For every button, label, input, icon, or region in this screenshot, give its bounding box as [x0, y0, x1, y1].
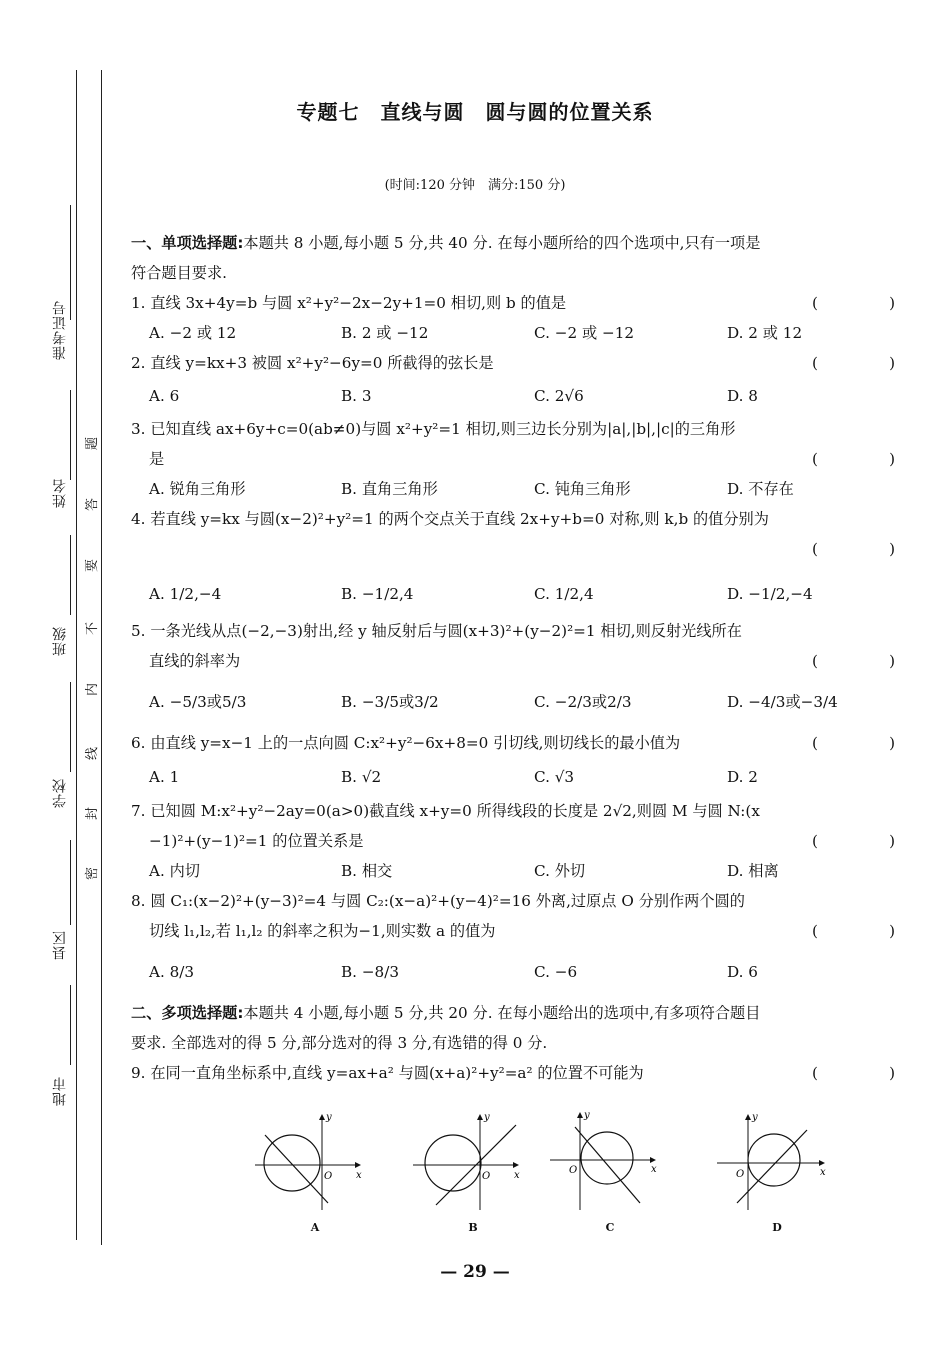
figure-c[interactable]: [545, 1105, 675, 1245]
option-b[interactable]: B. −8/3: [341, 963, 399, 981]
option-a[interactable]: A. 1: [149, 768, 180, 786]
options-5: [131, 676, 923, 728]
question-6: [131, 728, 923, 758]
option-c[interactable]: C. −2/3或2/3: [534, 693, 632, 711]
figure-caption: B: [468, 1221, 478, 1234]
answer-bracket[interactable]: ( ): [811, 294, 923, 312]
coordinate-diagram: [545, 1105, 675, 1225]
svg-text:x: x: [820, 1167, 826, 1178]
svg-text:x: x: [651, 1164, 657, 1175]
option-d[interactable]: D. 不存在: [727, 480, 794, 498]
figure-caption: A: [310, 1221, 320, 1234]
question-4: 4. 若直线 y=kx 与圆(x−2)²+y²=1 的两个交点关于直线 2x+y+b=0 对称,则 k,b 的值分别为: [131, 510, 769, 528]
option-b[interactable]: B. 相交: [341, 862, 393, 880]
option-b[interactable]: B. √2: [341, 768, 382, 786]
options-3: [131, 474, 923, 504]
svg-text:O: O: [569, 1165, 578, 1176]
options-6: [131, 758, 923, 796]
option-c[interactable]: C. √3: [534, 768, 575, 786]
question-stem: 6. 由直线 y=x−1 上的一点向圆 C:x²+y²−6x+8=0 引切线,则切线长的最小值为: [131, 734, 681, 752]
figure-d[interactable]: [712, 1105, 842, 1245]
option-b[interactable]: B. 直角三角形: [341, 480, 438, 498]
options-2: [131, 378, 923, 414]
seal-char: 密: [85, 866, 101, 881]
question-2: [131, 348, 923, 378]
answer-bracket[interactable]: ( ): [811, 540, 923, 558]
section-desc-cont: 符合题目要求.: [131, 264, 227, 282]
option-d[interactable]: D. 8: [727, 387, 758, 405]
figure-b[interactable]: [408, 1105, 538, 1245]
question-4-cont: [131, 534, 923, 564]
question-stem: 直线的斜率为: [149, 652, 241, 670]
option-d[interactable]: D. 2 或 12: [727, 324, 803, 342]
options-7: [131, 856, 923, 886]
section-1-header: [131, 228, 923, 258]
option-b[interactable]: B. 2 或 −12: [341, 324, 429, 342]
option-c[interactable]: C. 钝角三角形: [534, 480, 631, 498]
coordinate-diagram: [712, 1105, 842, 1225]
answer-bracket[interactable]: ( ): [811, 922, 923, 940]
margin-line-outer: [76, 70, 77, 1240]
option-b[interactable]: B. −3/5或3/2: [341, 693, 439, 711]
options-1: [131, 318, 923, 348]
answer-bracket[interactable]: ( ): [811, 354, 923, 372]
svg-text:y: y: [484, 1112, 490, 1123]
option-d[interactable]: D. 相离: [727, 862, 779, 880]
svg-text:x: x: [514, 1170, 520, 1181]
option-a[interactable]: A. −2 或 12: [149, 324, 237, 342]
question-list: [131, 228, 923, 1088]
margin-line-inner: [101, 70, 102, 1245]
question-9: [131, 1058, 923, 1088]
option-c[interactable]: C. 2√6: [534, 387, 584, 405]
option-d[interactable]: D. 2: [727, 768, 758, 786]
blank-line: [70, 535, 71, 615]
question-stem: 9. 在同一直角坐标系中,直线 y=ax+a² 与圆(x+a)²+y²=a² 的位置不可能为: [131, 1064, 644, 1082]
question-stem: 是: [149, 450, 165, 468]
label-city: 地市: [52, 1076, 68, 1106]
question-7-cont: [131, 826, 923, 856]
blank-line: [70, 985, 71, 1065]
coordinate-diagram: [250, 1105, 380, 1225]
seal-char: 内: [85, 682, 101, 697]
option-a[interactable]: A. −5/3或5/3: [149, 693, 247, 711]
section-2-header: [131, 998, 923, 1028]
answer-bracket[interactable]: ( ): [811, 450, 923, 468]
option-d[interactable]: D. 6: [727, 963, 758, 981]
svg-text:y: y: [326, 1112, 332, 1123]
page-title: 专题七 直线与圆 圆与圆的位置关系: [296, 100, 654, 124]
seal-char: 封: [85, 806, 101, 821]
seal-char: 不: [85, 621, 101, 636]
svg-text:O: O: [736, 1169, 745, 1180]
question-stem: 1. 直线 3x+4y=b 与圆 x²+y²−2x−2y+1=0 相切,则 b 的值是: [131, 294, 567, 312]
question-stem: 切线 l₁,l₂,若 l₁,l₂ 的斜率之积为−1,则实数 a 的值为: [149, 922, 496, 940]
question-stem: −1)²+(y−1)²=1 的位置关系是: [149, 832, 364, 850]
seal-char: 要: [85, 558, 101, 573]
options-4: [131, 564, 923, 616]
label-school: 学校: [52, 778, 68, 808]
section-heading: 一、单项选择题:: [131, 234, 244, 252]
question-3: 3. 已知直线 ax+6y+c=0(ab≠0)与圆 x²+y²=1 相切,则三边长分别为|a|,|b|,|c|的三角形: [131, 420, 736, 438]
exam-time-score: (时间:120 分钟 满分:150 分): [384, 178, 566, 193]
seal-char: 线: [85, 746, 101, 761]
option-c[interactable]: C. −6: [534, 963, 578, 981]
svg-text:x: x: [356, 1170, 362, 1181]
svg-text:y: y: [752, 1112, 758, 1123]
blank-line: [70, 840, 71, 925]
blank-line: [70, 682, 71, 772]
figure-a[interactable]: [250, 1105, 380, 1245]
svg-text:O: O: [482, 1171, 491, 1182]
answer-bracket[interactable]: ( ): [811, 652, 923, 670]
question-5-cont: [131, 646, 923, 676]
section-desc: 本题共 8 小题,每小题 5 分,共 40 分. 在每小题所给的四个选项中,只有一项是: [243, 234, 761, 252]
option-c[interactable]: C. 外切: [534, 862, 586, 880]
question-8-cont: [131, 916, 923, 946]
svg-text:y: y: [584, 1110, 590, 1121]
figure-caption: D: [772, 1221, 782, 1234]
option-a[interactable]: A. 内切: [149, 862, 200, 880]
label-name: 姓名: [52, 478, 68, 508]
question-5: 5. 一条光线从点(−2,−3)射出,经 y 轴反射后与圆(x+3)²+(y−2)²=1 相切,则反射光线所在: [131, 622, 742, 640]
answer-bracket[interactable]: ( ): [811, 832, 923, 850]
section-heading: 二、多项选择题:: [131, 1004, 244, 1022]
answer-bracket[interactable]: ( ): [811, 1064, 923, 1082]
page-number: — 29 —: [440, 1262, 510, 1282]
option-a[interactable]: A. 1/2,−4: [149, 585, 222, 603]
q9-figures: [0, 1105, 950, 1245]
svg-text:O: O: [324, 1171, 333, 1182]
coordinate-diagram: [408, 1105, 538, 1225]
figure-caption: C: [605, 1221, 615, 1234]
question-3-cont: [131, 444, 923, 474]
label-class: 班级: [52, 626, 68, 656]
option-a[interactable]: A. 8/3: [149, 963, 195, 981]
option-c[interactable]: C. 1/2,4: [534, 585, 594, 603]
label-exam-id: 准考证号: [52, 300, 68, 360]
options-8: [131, 946, 923, 998]
answer-bracket[interactable]: ( ): [811, 734, 923, 752]
section-desc-cont: 要求. 全部选对的得 5 分,部分选对的得 3 分,有选错的得 0 分.: [131, 1034, 548, 1052]
question-8: 8. 圆 C₁:(x−2)²+(y−3)²=4 与圆 C₂:(x−a)²+(y−4)²=16 外离,过原点 O 分别作两个圆的: [131, 892, 745, 910]
seal-char: 答: [85, 497, 101, 512]
option-a[interactable]: A. 锐角三角形: [149, 480, 246, 498]
section-desc: 本题共 4 小题,每小题 5 分,共 20 分. 在每小题给出的选项中,有多项符合题目: [243, 1004, 761, 1022]
label-county: 县区: [52, 930, 68, 960]
option-a[interactable]: A. 6: [149, 387, 180, 405]
question-1: [131, 288, 923, 318]
option-d[interactable]: D. −1/2,−4: [727, 585, 813, 603]
option-b[interactable]: B. −1/2,4: [341, 585, 414, 603]
option-d[interactable]: D. −4/3或−3/4: [727, 693, 838, 711]
question-stem: 2. 直线 y=kx+3 被圆 x²+y²−6y=0 所截得的弦长是: [131, 354, 494, 372]
option-b[interactable]: B. 3: [341, 387, 372, 405]
question-7: 7. 已知圆 M:x²+y²−2ay=0(a>0)截直线 x+y=0 所得线段的长度是 2√2,则圆 M 与圆 N:(x: [131, 802, 760, 820]
option-c[interactable]: C. −2 或 −12: [534, 324, 635, 342]
blank-line: [70, 390, 71, 480]
seal-char: 题: [85, 436, 101, 451]
